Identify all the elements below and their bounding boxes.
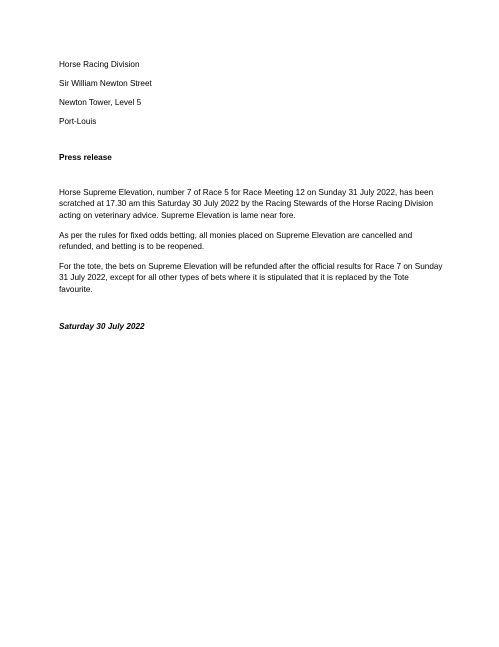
address-line-2: Sir William Newton Street bbox=[59, 79, 152, 88]
paragraph-tote: For the tote, the bets on Supreme Elevation will be refunded after the official results for Race 7 on Sunday 31 July 2022, except for all other types of bets where it is stipulated that it is replaced by the Tote favourite. bbox=[59, 262, 443, 294]
address-line-1: Horse Racing Division bbox=[59, 60, 140, 69]
press-release-heading: Press release bbox=[59, 153, 112, 162]
address-line-4: Port-Louis bbox=[59, 117, 97, 126]
paragraph-scratching: Horse Supreme Elevation, number 7 of Race 5 for Race Meeting 12 on Sunday 31 July 2022, has been scratched at 17.30 am this Saturday 30 July 2022 by the Racing Stewards of the Horse Racing Division acting on veterinary advice. Supreme Elevation is lame near fore. bbox=[59, 188, 434, 220]
release-date: Saturday 30 July 2022 bbox=[59, 322, 145, 331]
address-line-3: Newton Tower, Level 5 bbox=[59, 98, 142, 107]
paragraph-fixed-odds: As per the rules for fixed odds betting, all monies placed on Supreme Elevation are cancelled and refunded, and betting is to be reopened. bbox=[59, 231, 413, 252]
